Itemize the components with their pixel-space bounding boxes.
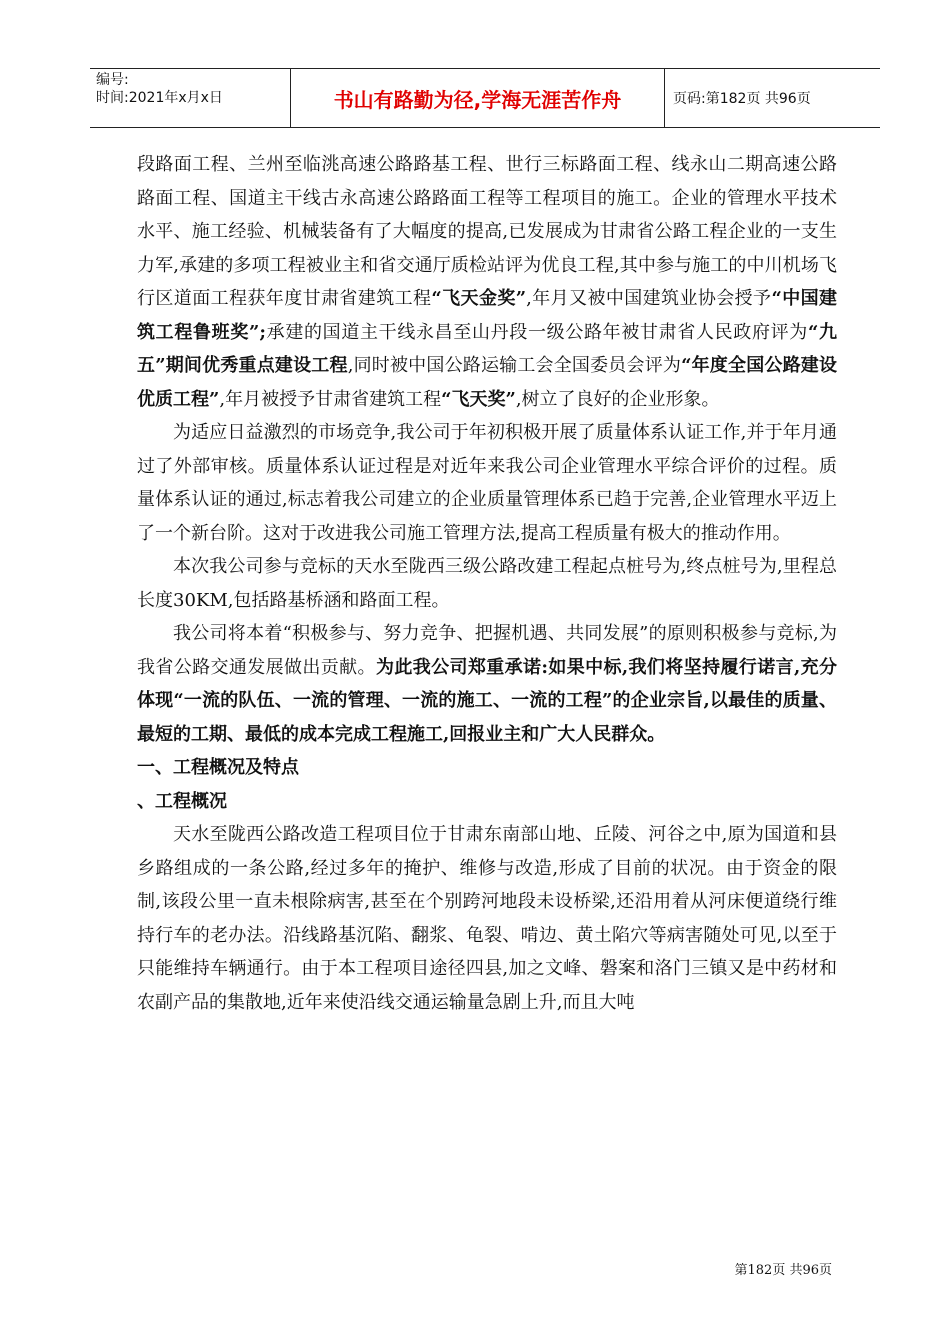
commitment-normal-text: 我公司将本着“积极参与、努力竞争、把握机遇、共同发展”的原则积极参与竞标,为我省公路交通发展做出贡献。: [137, 623, 837, 678]
section-heading-2: 、工程概况: [137, 790, 227, 812]
header-page-code: 页码:第182页 共96页: [673, 91, 811, 107]
page-footer: 第182页 共96页: [734, 1263, 832, 1278]
header-meta: [90, 69, 291, 127]
commitment-bold-text: 为此我公司郑重承诺:如果中标,我们将坚持履行诺言,充分体现“一流的队伍、一流的管理、一流的施工、一流的工程”的企业宗旨,以最佳的质量、最短的工期、最低的成本完成工程施工,回报业主和广大人民群众。: [137, 656, 837, 745]
paragraph-bid-project: 本次我公司参与竞标的天水至陇西三级公路改建工程起点桩号为,终点桩号为,里程总长度30KM,包括路基桥涵和路面工程。: [137, 556, 837, 611]
time-label: 时间:2021年x月x日: [96, 90, 223, 106]
emphasis-award: “年度全国公路建设优质工程”: [137, 355, 837, 410]
header-motto: 书山有路勤为径,学海无涯苦作舟: [291, 69, 665, 127]
paragraph-commitment: [137, 617, 837, 751]
number-label: 编号:: [96, 72, 129, 88]
section-heading-1: 一、工程概况及特点: [137, 757, 299, 778]
body-text-segment: 段路面工程、兰州至临洮高速公路路基工程、世行三标路面工程、线永山二期高速公路路面工程、国道主干线古永高速公路路面工程等工程项目的施工。企业的管理水平技术水平、施工经验、机械装备有了大幅度的提高,已发展成为甘肃省公路工程企业的一支生力军,承建的多项工程被业主和省交通厅质检站评为优良工程,其中参与施工的中川机场飞行区道面工程获年度甘肃省建筑工程: [137, 154, 837, 309]
body-text-segment: ,树立了良好的企业形象。: [515, 388, 720, 410]
emphasis-award: “飞天奖”: [441, 388, 516, 410]
paragraph-project-overview: 天水至陇西公路改造工程项目位于甘肃东南部山地、丘陵、河谷之中,原为国道和县乡路组成的一条公路,经过多年的掩护、维修与改造,形成了目前的状况。由于资金的限制,该段公里一直未根除病害,甚至在个别跨河地段未设桥梁,还沿用着从河床便道绕行维持行车的老办法。沿线路基沉陷、翻浆、龟裂、啃边、黄土陷穴等病害随处可见,以至于只能维持车辆通行。由于本工程项目途径四县,加之文峰、磐案和洛门三镇又是中药材和农副产品的集散地,近年来使沿线交通运输量急剧上升,而且大吨: [137, 824, 837, 1013]
paragraph-quality-system: 为适应日益激烈的市场竞争,我公司于年初积极开展了质量体系认证工作,并于年月通过了外部审核。质量体系认证过程是对近年来我公司企业管理水平综合评价的过程。质量体系认证的通过,标志着我公司建立的企业质量管理体系已趋于完善,企业管理水平迈上了一个新台阶。这对于改进我公司施工管理方法,提高工程质量有极大的推动作用。: [137, 422, 837, 544]
body-text-segment: ,同时被中国公路运输工会全国委员会评为: [347, 355, 682, 376]
page-header: [90, 68, 880, 128]
body-text-segment: ,年月又被中国建筑业协会授予: [526, 288, 772, 309]
body-text-segment: ,年月被授予甘肃省建筑工程: [219, 388, 442, 410]
document-body: [137, 148, 837, 1019]
emphasis-award: “九五”期间优秀重点建设工程: [137, 321, 838, 376]
paragraph-company-achievements: [137, 148, 837, 416]
emphasis-award: “中国建筑工程鲁班奖”;: [137, 288, 838, 343]
body-text-segment: 承建的国道主干线永昌至山丹段一级公路年被甘肃省人民政府评为: [266, 321, 808, 343]
emphasis-award: “飞天金奖”: [431, 288, 527, 309]
